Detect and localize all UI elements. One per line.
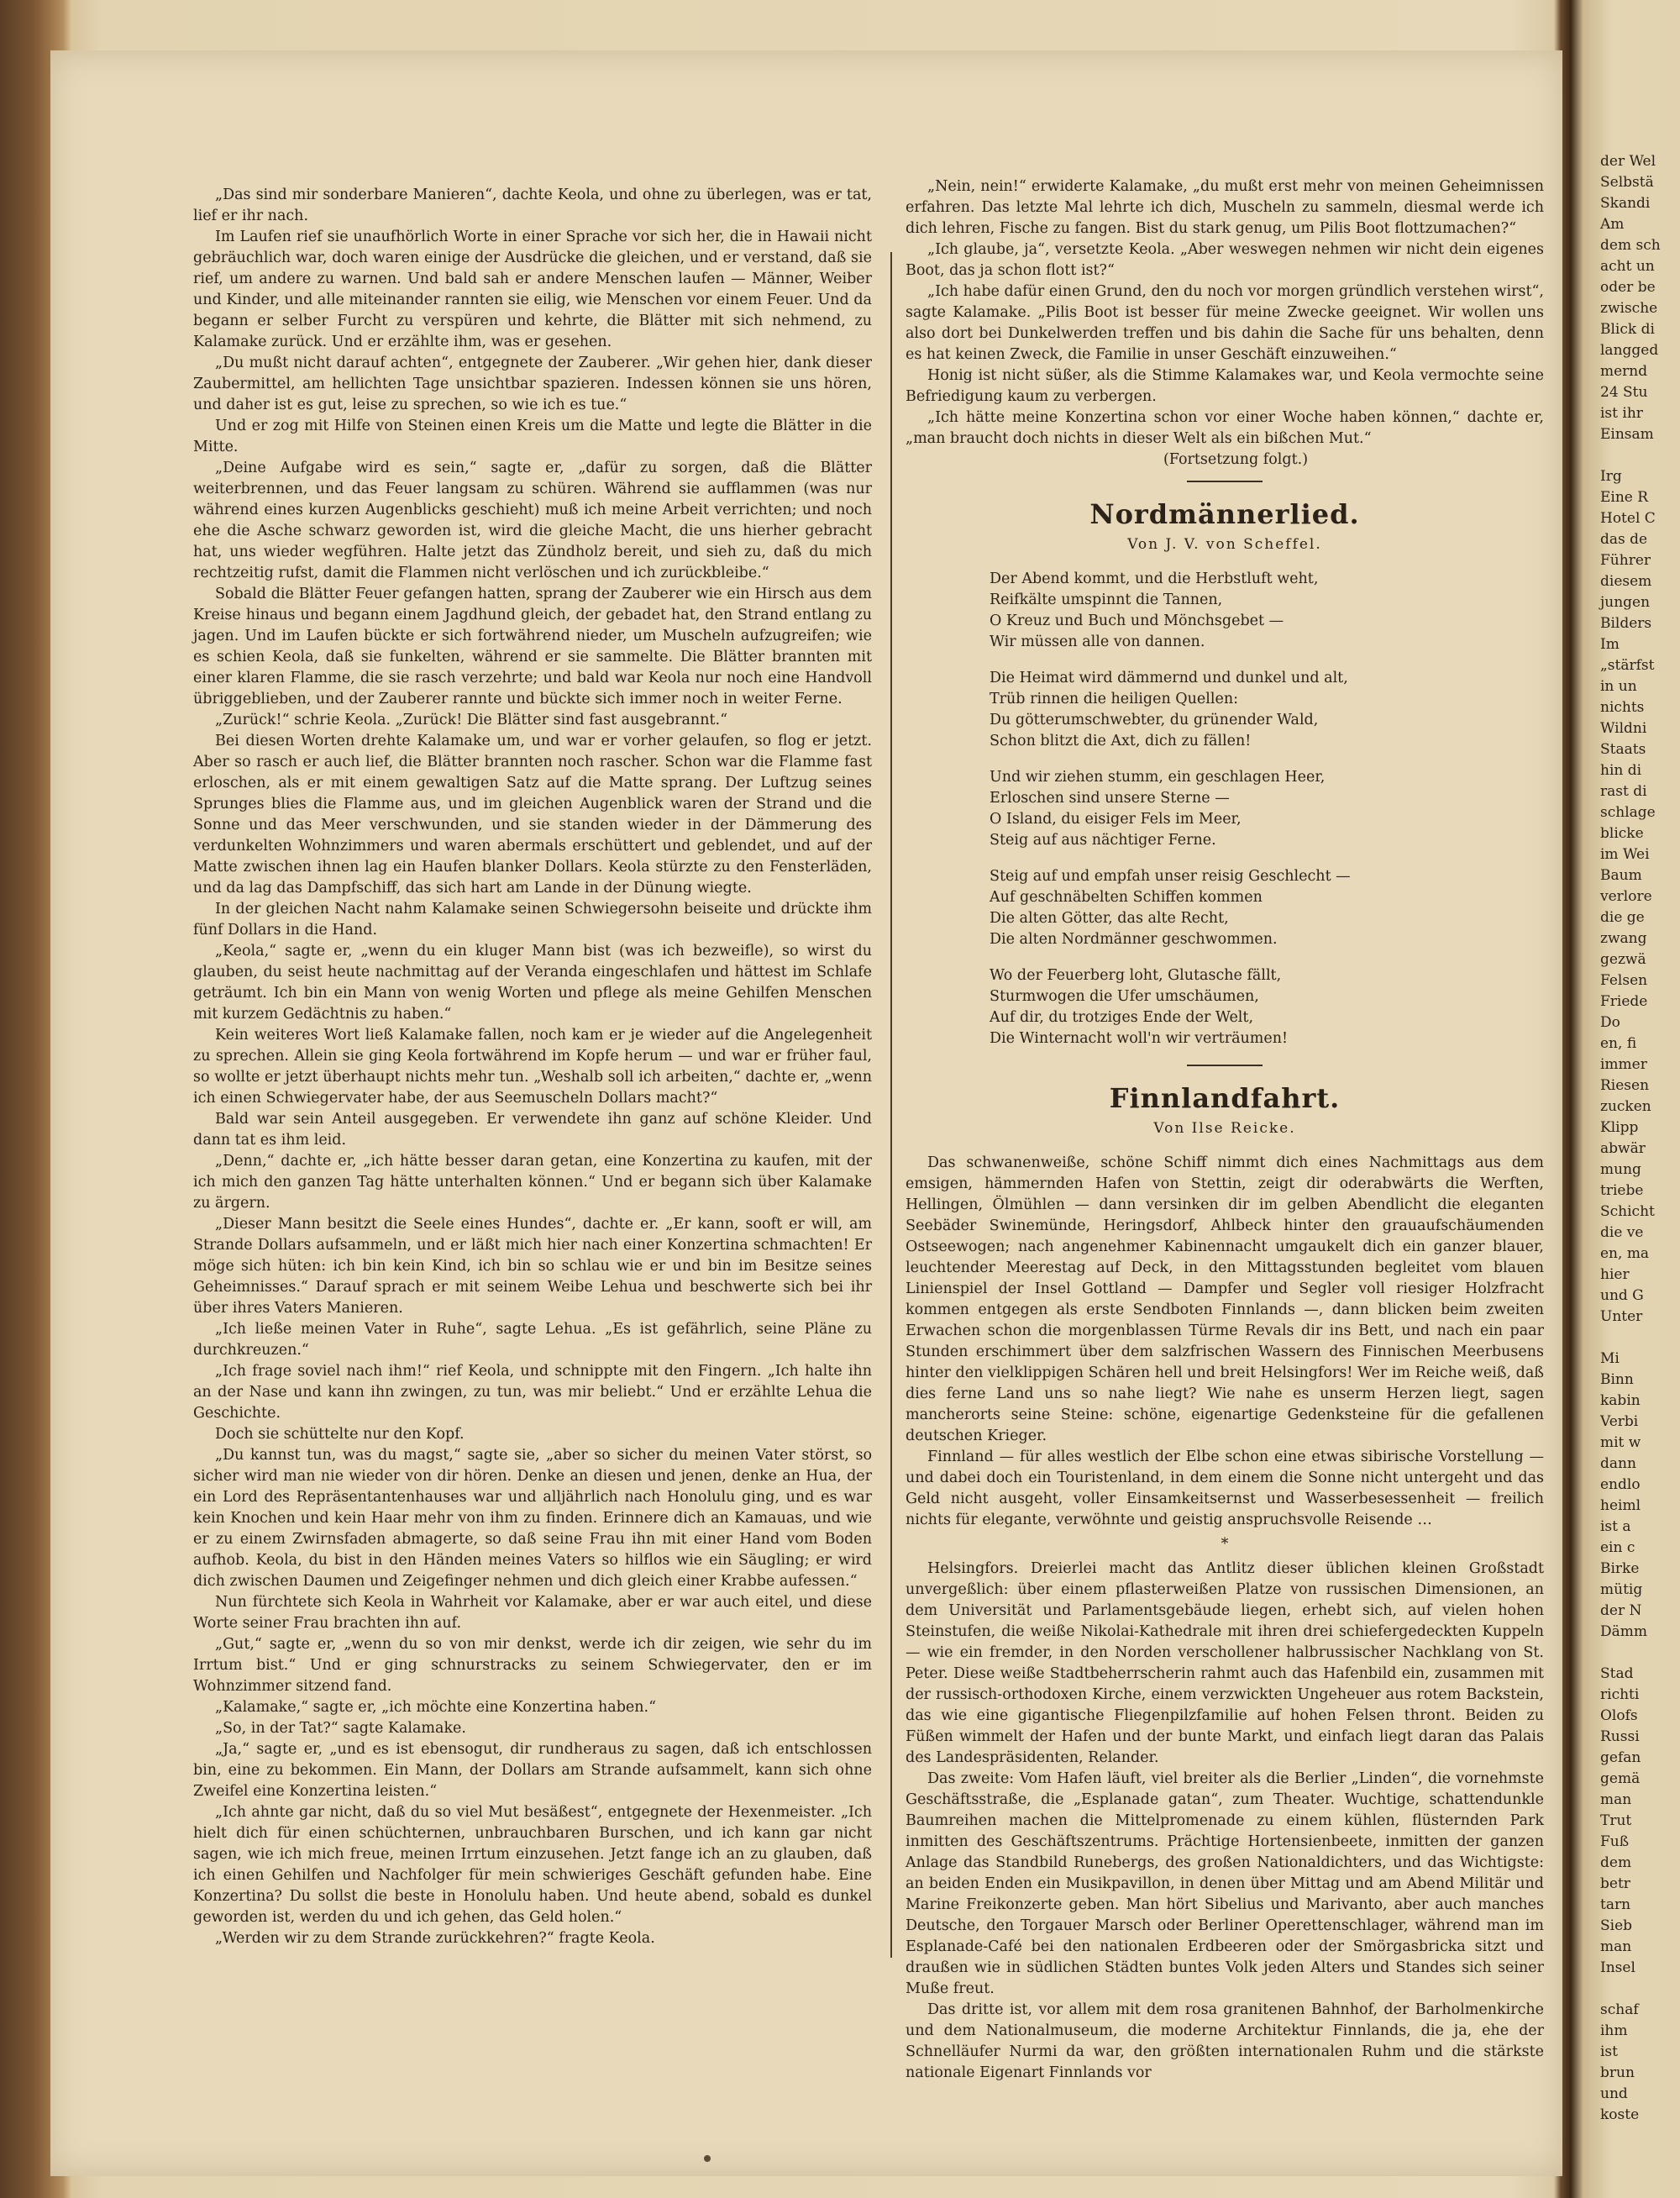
paragraph: Helsingfors. Dreierlei macht das Antlitz dieser üblichen kleinen Großstadt unvergeßlich: über einem pflasterweißen Platze von russischen Dimensionen, an dem Universität und Parlamentsgebäude liegen, erhebt sich, auf vielen hohen Steinstufen, die weiße Nikolai-Kathedrale mit ihren drei schiefergedeckten Kuppeln — wie ein fremder, in den Norden verschollener halbrussischer Nachklang von St. Peter. Diese weiße Stadtbeherrscherin rahmt auch das Hafenbild ein, zusammen mit der russisch-orthodoxen Kirche, einem verzwickten Ungeheuer aus rotem Backstein, das wie eine gigantische Fliegenpilzfamilie auf hohen Felsen thront. Beiden zu Füßen wimmelt der Hafen und der bunte Markt, und einfach liegt daran das Palais des Landespräsidenten, Relander. [906,1560,1544,1766]
paragraph: Im Laufen rief sie unaufhörlich Worte in einer Sprache vor sich her, die in Hawaii nicht gebräuchlich war, doch waren einige der Ausdrücke die gleichen, und er verstand, daß sie rief, um andere zu warnen. Und bald sah er andere Menschen laufen — Männer, Weiber und Kinder, und alle miteinander rannten sie eilig, wie Menschen vor einem Feuer. Und da begann er selber Furcht zu verspüren und kehrte, die Blätter mit sich nehmend, zu Kalamake zurück. Und er erzählte ihm, was er gesehen. [193,229,872,350]
fragment-line: richti [1600,1686,1640,1703]
fragment-line: hin di [1600,762,1642,779]
article-title: Finnlandfahrt. [1109,1082,1341,1114]
paragraph: „Das sind mir sonderbare Manieren“, dachte Keola, und ohne zu überlegen, was er tat, lief er ihr nach. [193,187,872,224]
poem-stanza [990,767,1544,851]
fragment-line: die ve [1600,1224,1644,1241]
poem-line: Sturmwogen die Ufer umschäumen, [990,988,1259,1005]
fragment-line: Baum [1600,867,1642,884]
fragment-line: diesem [1600,573,1652,590]
fragment-line: „stärfst [1600,657,1655,674]
paragraph: „Ich habe dafür einen Grund, den du noch vor morgen gründlich verstehen wirst“, sagte Kalamake. „Pilis Boot ist besser für meine Zwecke geeignet. Wir wollen uns also dort bei Dunkelwerden treffen und bis dahin die Sache für uns behalten, denn es hat keinen Zweck, die Familie in unser Geschäft einzuweihen.“ [906,283,1544,363]
page-mark [704,2155,711,2162]
fragment-line: nichts [1600,699,1645,716]
fragment-line: koste [1600,2106,1640,2123]
fragment-line: und [1600,2085,1628,2102]
paragraph: Und er zog mit Hilfe von Steinen einen Kreis um die Matte und legte die Blätter in die Mitte. [193,418,872,455]
fragment-line: Verbi [1600,1413,1639,1430]
fragment-line: endlo [1600,1476,1641,1493]
fragment-line: Birke [1600,1560,1640,1577]
poem-line: Erloschen sind unsere Sterne — [990,790,1230,807]
fragment-line: langged [1600,342,1659,359]
poem-stanza [990,668,1544,752]
fragment-line: rast di [1600,783,1647,800]
paragraph: „Denn,“ dachte er, „ich hätte besser daran getan, eine Konzertina zu kaufen, mit der ich mich den ganzen Tag hätte unterhalten können.“ Und er begann sich über Kalamake zu ärgern. [193,1153,872,1212]
fragment-line: 24 Stu [1600,384,1648,401]
paragraph: „Ich glaube, ja“, versetzte Keola. „Aber weswegen nehmen wir nicht dein eigenes Boot, das ja schon flott ist?“ [906,241,1544,279]
fragment-line: dann [1600,1455,1636,1472]
poem-line: Schon blitzt die Axt, dich zu fällen! [990,733,1252,749]
fragment-line: Fuß [1600,1833,1630,1850]
poem-line: O Island, du eisiger Fels im Meer, [990,811,1242,828]
paragraph: Bei diesen Worten drehte Kalamake um, und war er vorher gelaufen, so flog er jetzt. Aber so rasch er auch lief, die Blätter brannten noch rascher. Schon war die Flamme fast erloschen, als er mit einem gewaltigen Satz auf die Matte sprang. Der Luftzug seines Sprunges blies die Flamme aus, und im gleichen Augenblick waren der Strand und die Sonne und das Meer verschwunden, und sie standen wieder in der Dämmerung des verdunkelten Wohnzimmers und waren abermals erschüttert und geblendet, und auf der Matte zwischen ihnen lag ein Haufen blanker Dollars. Keola stürzte zu den Fensterläden, und da lag das Dampfschiff, das sich hart am Lande in der Dünung wiegte. [193,733,872,897]
fragment-line: Staats [1600,741,1646,758]
fragment-line: Sieb [1600,1917,1633,1934]
fragment-line: ein c [1600,1539,1635,1556]
paragraph: Das schwanenweiße, schöne Schiff nimmt dich eines Nachmittags aus dem emsigen, hämmernden Hafen von Stettin, zeigt dir oderabwärts die Werften, Hellingen, Ölmühlen — dann versinken dir im gelben Abendlicht die eleganten Seebäder Swinemünde, Heringsdorf, Ahlbeck hinter den grauaufschäumenden Ostseewogen; nach angenehmer Kabinennacht umgaukelt dich ein ganzer blauer, leuchtender Meerestag auf Deck, in den Mittagsstunden begleitet vom blauen Linienspiel der Insel Gottland — Dampfer und Segler voll riesiger Holzfracht kommen entgegen als erste Sendboten Finnlands —, dann blicken beim zweiten Erwachen schon die morgenblassen Türme Revals dir ins Bett, und nach ein paar Stunden erschimmert über dem salzfrischen Wassern des Finnischen Meerbusens hinter den vielklippigen Schären hell und breit Helsingfors! Wer im Reiche weiß, daß dies ferne Land uns so nahe liegt? Wie nahe es unserm Herzen liegt, sagen mancherorts seine Steine: schöne, eigenartige Gedenksteine für die gefallenen deutschen Krieger. [906,1154,1544,1444]
fragment-line: jungen [1600,594,1651,611]
fragment-line: abwär [1600,1140,1646,1157]
paragraph: Das dritte ist, vor allem mit dem rosa granitenen Bahnhof, der Barholmenkirche und dem Nationalmuseum, die moderne Architektur Finnlands, die ja, ehe der Schnelläufer Nurmi da war, den größten internationalen Ruhm und die stärkste nationale Eigenart Finnlands vor [906,2001,1544,2081]
fragment-line: gemä [1600,1770,1641,1787]
fragment-line: dem [1600,1854,1632,1871]
paragraph: In der gleichen Nacht nahm Kalamake seinen Schwiegersohn beiseite und drückte ihm fünf Dollars in die Hand. [193,901,872,939]
poem-title: Nordmännerlied. [1089,498,1360,530]
fragment-line: Blick di [1600,321,1655,338]
section-rule [1187,1065,1263,1066]
poem-line: Reifkälte umspinnt die Tannen, [990,592,1223,608]
paragraph: „Ich ließe meinen Vater in Ruhe“, sagte Lehua. „Es ist gefährlich, seine Pläne zu durchkreuzen.“ [193,1321,872,1359]
paragraph: „Gut,“ sagte er, „wenn du so von mir denkst, werde ich dir zeigen, wie sehr du im Irrtum bist.“ Und er ging schnurstracks zu seinem Schwiegervater, den er im Wohnzimmer sitzend fand. [193,1636,872,1695]
poem-stanza [990,866,1544,950]
paragraph: „Nein, nein!“ erwiderte Kalamake, „du mußt erst mehr von meinen Geheimnissen erfahren. Das letzte Mal lehrte ich dich, Muscheln zu sammeln, diesmal werde ich dich lehren, Fische zu fangen. Bist du stark genug, um Pilis Boot flottzumachen?“ [906,178,1544,237]
paragraph: „Du mußt nicht darauf achten“, entgegnete der Zauberer. „Wir gehen hier, dank dieser Zaubermittel, am hellichten Tage unsichtbar spazieren. Indessen können sie uns hören, und daher ist es gut, leise zu sprechen, so wie ich es tue.“ [193,355,872,413]
fragment-line: brun [1600,2064,1635,2081]
fragment-line: Stad [1600,1665,1634,1682]
fragment-line: Trut [1600,1812,1632,1829]
fragment-line: Riesen [1600,1077,1650,1094]
fragment-line: zucken [1600,1098,1651,1115]
fragment-line: dem sch [1600,237,1661,254]
paragraph: „So, in der Tat?“ sagte Kalamake. [215,1720,466,1737]
paragraph: „Zurück!“ schrie Keola. „Zurück! Die Blätter sind fast ausgebrannt.“ [215,712,728,728]
article-body [906,1153,1544,1531]
fragment-line [1600,1643,1680,1664]
poem-line: Steig auf und empfah unser reisig Geschlecht — [990,868,1351,885]
poem-body [906,569,1544,1049]
poem-line: O Kreuz und Buch und Mönchsgebet — [990,613,1284,629]
fragment-line: Friede [1600,993,1648,1010]
fragment-line: mütig [1600,1581,1643,1598]
poem-stanza [990,569,1544,653]
poem-line: Trüb rinnen die heiligen Quellen: [990,691,1238,707]
story-continuation [906,176,1544,450]
fragment-line: Mi [1600,1350,1620,1367]
article-byline: Von Ilse Reicke. [1153,1120,1296,1137]
fragment-line: Do [1600,1014,1620,1031]
fragment-line: Olofs [1600,1707,1638,1724]
fragment-line: acht un [1600,258,1655,275]
fragment-line: ist ihr [1600,405,1643,422]
fragment-line: Führer [1600,552,1651,569]
poem-line: Wir müssen alle von dannen. [990,634,1205,650]
poem-line: Steig auf aus nächtiger Ferne. [990,832,1216,849]
fragment-line: en, fi [1600,1035,1637,1052]
poem-line: Die alten Nordmänner geschwommen. [990,931,1278,948]
fragment-line: mernd [1600,363,1648,380]
paragraph: „Keola,“ sagte er, „wenn du ein kluger Mann bist (was ich bezweifle), so wirst du glauben, du seist heute nachmittag auf der Veranda eingeschlafen und hättest im Schlafe geträumt. Ich bin ein Mann von wenig Worten und pflege als meine Gehilfen Menschen mit kurzem Gedächtnis zu haben.“ [193,943,872,1023]
fragment-line: Felsen [1600,972,1648,989]
fragment-line: zwische [1600,300,1658,317]
fragment-line: blicke [1600,825,1644,842]
fragment-line: im Wei [1600,846,1650,863]
paragraph: „Deine Aufgabe wird es sein,“ sagte er, „dafür zu sorgen, daß die Blätter weiterbrennen, und das Feuer langsam zu schüren. Während sie aufflammen (was nur während eines kurzen Augenblicks geschieht) muß ich meine Arbeit verrichten; und noch ehe die Asche schwarz geworden ist, wird die gleiche Macht, die uns hierher gebracht hat, uns wieder wegführen. Halte jetzt das Zündholz bereit, und sieh zu, daß du mich rechtzeitig rufst, damit die Flammen nicht verlöschen und ich zurückbleibe.“ [193,460,872,581]
section-asterisk: * [1221,1536,1229,1553]
column-divider [890,252,892,1958]
fragment-line: kabin [1600,1392,1641,1409]
fragment-line: man [1600,1791,1632,1808]
paragraph: Das zweite: Vom Hafen läuft, viel breiter als die Berlier „Linden“, die vornehmste Geschäftsstraße, die „Esplanade gatan“, zum Theater. Wuchtige, schattendunkle Baumreihen machen die Mittelpromenade zu einem kühlen, flüsternden Park inmitten des Geschäftszentrums. Prächtige Hortensienbeete, inmitten der ganzen Anlage das Standbild Runebergs, des großen Nationaldichters, und das Wichtigste: an beiden Enden ein Musikpavillon, in denen über Mittag und am Abend Militär und Marine Freikonzerte geben. Man hört Sibelius und Marivanto, aber auch manches Deutsche, den Torgauer Marsch oder Berliner Operettenschlager, während man im Esplanade-Café bei den nationalen Erdbeeren oder der Smörgasbricka sitzt und draußen wie in südlichen Städten buntes Volk jeden Alters und Standes sich seiner Muße freut. [906,1770,1544,1997]
paragraph: Kein weiteres Wort ließ Kalamake fallen, noch kam er je wieder auf die Angelegenheit zu sprechen. Allein sie ging Keola fortwährend im Kopfe herum — und war er früher faul, so wollte er jetzt überhaupt nichts mehr tun. „Weshalb soll ich arbeiten,“ dachte er, „wenn ich einen Schwiegervater habe, der aus Seemuscheln Dollars macht?“ [193,1027,872,1107]
fragment-line: ist a [1600,1518,1631,1535]
fragment-line: der N [1600,1602,1642,1619]
fragment-line: Im [1600,636,1620,653]
paragraph: Bald war sein Anteil ausgegeben. Er verwendete ihn ganz auf schöne Kleider. Und dann tat es ihm leid. [193,1111,872,1149]
paragraph: „Ja,“ sagte er, „und es ist ebensogut, dir rundheraus zu sagen, daß ich entschlossen bin, eine zu bekommen. Ein Mann, der Dollars am Strande aufsammelt, kann sich ohne Zweifel eine Konzertina leisten.“ [193,1741,872,1800]
fragment-line: Eine R [1600,489,1649,506]
fragment-line: ist [1600,2043,1618,2060]
fragment-line: der Wel [1600,153,1656,170]
fragment-line: verlore [1600,888,1652,905]
fragment-line: betr [1600,1875,1630,1892]
fragment-line: Klipp [1600,1119,1639,1136]
fragment-line: mung [1600,1161,1641,1178]
fragment-line: Binn [1600,1371,1634,1388]
paragraph: Sobald die Blätter Feuer gefangen hatten, sprang der Zauberer wie ein Hirsch aus dem Kreise hinaus und begann einem Jagdhund gleich, der gebadet hat, den Strand entlang zu jagen. Und im Laufen bückte er sich fortwährend nieder, um Muscheln aufzugreifen; wie es schien Keola, daß sie funkelten, während er sie sammelte. Die Blätter brannten mit einer klaren Flamme, die sie rasch verzehrte; und bald war Keola nur noch eine Handvoll übriggeblieben, und der Zauberer rannte und bückte sich immer noch in weiter Ferne. [193,586,872,707]
fragment-line: Schicht [1600,1203,1655,1220]
fragment-line: schaf [1600,2001,1639,2018]
poem-line: Du götterumschwebter, du grünender Wald, [990,712,1319,728]
poem-line: Die Heimat wird dämmernd und dunkel und alt, [990,670,1348,686]
fragment-line: tarn [1600,1896,1631,1913]
fragment-line: Unter [1600,1308,1643,1325]
paragraph: „Du kannst tun, was du magst,“ sagte sie, „aber so sicher du meinen Vater störst, so sicher wird man nie wieder von dir hören. Denke an diesen und jenen, denke an Hua, der ein Lord des Repräsentantenhauses war und alljährlich nach Honolulu ging, und es war kein Knochen und kein Haar mehr von ihm zu finden. Erinnere dich an Kamauas, und wie er zu einem Zwirnsfaden abmagerte, so daß seine Frau ihn mit einer Hand vom Boden aufhob. Keola, du bist in den Händen meines Vaters so hilflos wie ein Säugling; er wird dich zwischen Daumen und Zeigefinger nehmen und dich gleich einer Krabbe aufessen.“ [193,1447,872,1590]
section-rule [1187,481,1263,482]
fragment-line: Dämm [1600,1623,1648,1640]
fragment-line: schlage [1600,804,1656,821]
fragment-line: Hotel C [1600,510,1656,527]
fragment-line: Bilders [1600,615,1652,632]
fragment-line: und G [1600,1287,1644,1304]
fragment-line: die ge [1600,909,1645,926]
story-column-left [193,185,872,1949]
fragment-line: man [1600,1938,1632,1955]
paragraph: „Dieser Mann besitzt die Seele eines Hundes“, dachte er. „Er kann, sooft er will, am Strande Dollars aufsammeln, und er läßt mich hier nach einer Konzertina schmachten! Er möge sich hüten: ich bin kein Kind, ich bin so schlau wie er und bin im Besitze seines Geheimnisses.“ Darauf sprach er mit seinem Weibe Lehua und beschwerte sich bei ihr über ihres Vaters Manieren. [193,1216,872,1317]
paragraph: „Werden wir zu dem Strande zurückkehren?“ fragte Keola. [215,1930,655,1947]
fragment-line: en, ma [1600,1245,1650,1262]
fragment-line: Selbstä [1600,174,1654,191]
poem-byline: Von J. V. von Scheffel. [1127,536,1322,553]
paragraph: „Ich ahnte gar nicht, daß du so viel Mut besäßest“, entgegnete der Hexenmeister. „Ich hielt dich für einen schüchternen, unbrauchbaren Burschen, und ich kann gar nicht sagen, wie ich mich freue, meinen Irrtum einzusehen. Jetzt fange ich an zu glauben, daß ich einen Gehilfen und Nachfolger für mein schwieriges Geschäft gefunden habe. Eine Konzertina? Du sollst die beste in Honolulu haben. Und heute abend, sobald es dunkel geworden ist, werden du und ich gehen, das Geld holen.“ [193,1804,872,1926]
story-column-right [906,176,1544,2084]
article-body-continued [906,1559,1544,2084]
fragment-line [1600,1328,1680,1349]
fragment-line: gezwä [1600,951,1646,968]
fragment-line: heiml [1600,1497,1641,1514]
fragment-line: Einsam [1600,426,1654,443]
fragment-line: gefan [1600,1749,1641,1766]
poem-line: Auf dir, du trotziges Ende der Welt, [990,1009,1254,1026]
poem-line: Die Winternacht woll'n wir verträumen! [990,1030,1289,1047]
to-be-continued-note: (Fortsetzung folgt.) [1163,451,1309,468]
paragraph: Finnland — für alles westlich der Elbe schon eine etwas sibirische Vorstellung — und dabei doch ein Touristenland, in dem einem die Sonne nicht untergeht und das Geld nicht ausgeht, voller Einsamkeitsernst und Wasserbesessenheit — freilich nichts für elegante, verwöhnte und geistig anspruchsvolle Reisende … [906,1449,1544,1528]
paragraph: Doch sie schüttelte nur den Kopf. [215,1426,465,1443]
fragment-line: zwang [1600,930,1647,947]
fragment-line: in un [1600,678,1637,695]
poem-line: Die alten Götter, das alte Recht, [990,910,1229,927]
poem-line: Auf geschnäbelten Schiffen kommen [990,889,1263,906]
fragment-line: hier [1600,1266,1630,1283]
fragment-line: Irg [1600,468,1622,485]
poem-stanza [990,965,1544,1049]
fragment-line: oder be [1600,279,1656,296]
paragraph: Honig ist nicht süßer, als die Stimme Kalamakes war, und Keola vermochte seine Befriedigung kaum zu verbergen. [906,367,1544,405]
paragraph: Nun fürchtete sich Keola in Wahrheit vor Kalamake, aber er war auch eitel, und diese Worte seiner Frau brachten ihn auf. [193,1594,872,1632]
poem-line: Wo der Feuerberg loht, Glutasche fällt, [990,967,1282,984]
fragment-line: Skandi [1600,195,1651,212]
fragment-line: Am [1600,216,1625,233]
fragment-line: Insel [1600,1959,1635,1976]
fragment-line: immer [1600,1056,1647,1073]
fragment-line: Wildni [1600,720,1647,737]
fragment-line: ihm [1600,2022,1628,2039]
poem-line: Und wir ziehen stumm, ein geschlagen Heer, [990,769,1326,786]
fragment-line: mit w [1600,1434,1641,1451]
adjacent-page-fragment [1600,151,1680,2123]
fragment-line: das de [1600,531,1648,548]
fragment-line: Russi [1600,1728,1640,1745]
fragment-line: triebe [1600,1182,1644,1199]
fragment-line [1600,445,1680,466]
poem-line: Der Abend kommt, und die Herbstluft weht, [990,571,1319,587]
paragraph: „Ich hätte meine Konzertina schon vor einer Woche haben können,“ dachte er, „man braucht doch nichts in dieser Welt als ein bißchen Mut.“ [906,409,1544,447]
paragraph: „Kalamake,“ sagte er, „ich möchte eine Konzertina haben.“ [215,1699,657,1716]
fragment-line [1600,1979,1680,2000]
paragraph: „Ich frage soviel nach ihm!“ rief Keola, und schnippte mit den Fingern. „Ich halte ihn an der Nase und kann ihn zwingen, zu tun, was mir beliebt.“ Und er erzählte Lehua die Geschichte. [193,1363,872,1422]
